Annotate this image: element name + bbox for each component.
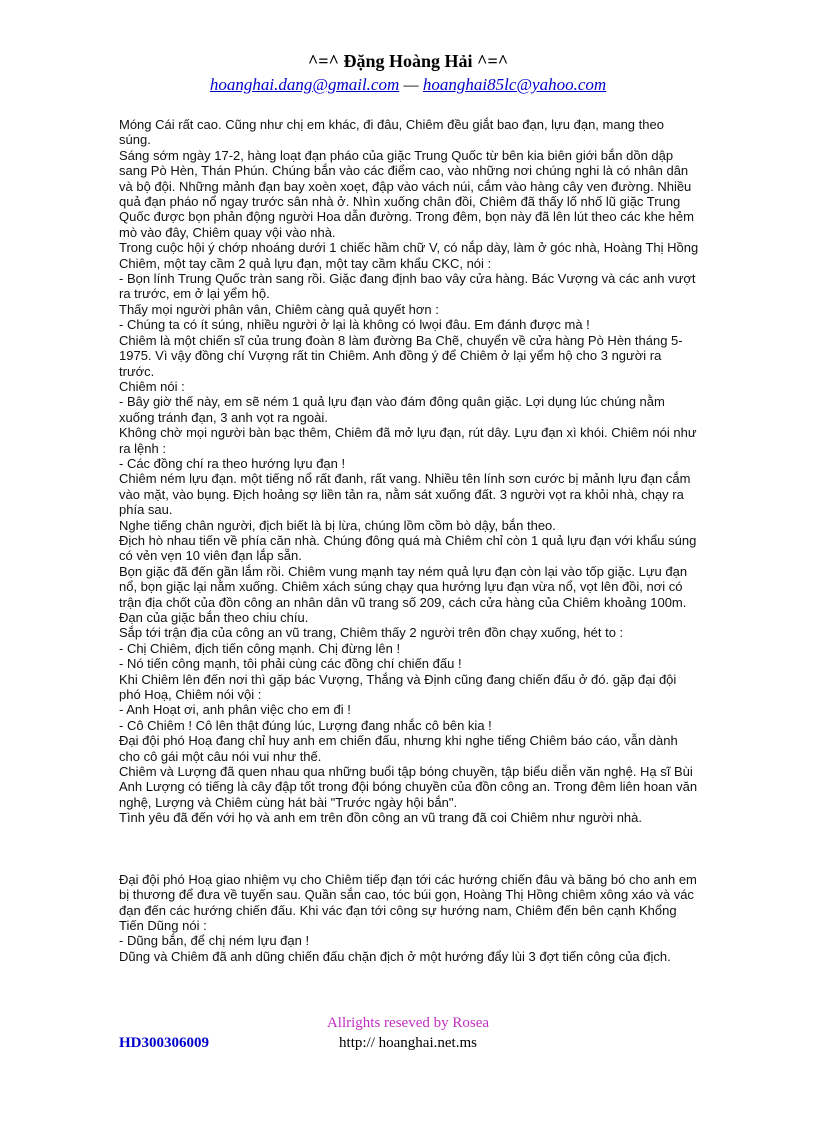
paragraph: - Chúng ta có ít súng, nhiều người ở lại là không có lwọi đâu. Em đánh được mà !	[119, 317, 590, 333]
author-title: ^=^ Đặng Hoàng Hải ^=^	[307, 51, 509, 71]
paragraph: Dũng và Chiêm đã anh dũng chiến đấu chặn địch ở một hướng đẩy lùi 3 đợt tiến công của địch.	[119, 948, 671, 964]
paragraph: Sáng sớm ngày 17-2, hàng loạt đạn pháo của giặc Trung Quốc từ bên kia biên giới bắn dồn dập sang Pò Hèn, Thán Phún. Chúng bắn vào các điểm cao, vào những nơi chúng nghi là có nhân dân và bộ đội. Những mảnh đạn bay xoèn xoẹt, đập vào vách núi, cắm vào hàng cây ven đường. Nhiều quả đạn pháo nổ ngay trước sân nhà ở. Nhìn xuống chân đồi, Chiêm đã thấy lố nhố lũ giặc Trung Quốc được bọn phản động người Hoa dẫn đường. Trong đêm, bọn này đã lên lút theo các khe hẻm mò vào đây, Chiêm quay vội vào nhà.	[119, 147, 694, 240]
paragraph: - Bọn lính Trung Quốc tràn sang rồi. Giặc đang định bao vây cửa hàng. Bác Vượng và các anh vượt ra trước, em ở lại yểm hộ.	[119, 271, 696, 302]
email-separator: —	[403, 75, 419, 94]
paragraph: Khi Chiêm lên đến nơi thì gặp bác Vượng, Thắng và Định cũng đang chiến đấu ở đó. gặp đại đội phó Hoạ, Chiêm nói vội :	[119, 671, 677, 703]
paragraph: Địch hò nhau tiến về phía căn nhà. Chúng đông quá mà Chiêm chỉ còn 1 quả lựu đạn với khẩu súng có vẻn vẹn 10 viên đạn lắp sẵn.	[119, 532, 697, 564]
paragraph: Tình yêu đã đến với họ và anh em trên đồn công an vũ trang đã coi Chiêm như người nhà.	[119, 810, 642, 826]
paragraph: Thấy mọi người phân vân, Chiêm càng quả quyết hơn :	[119, 301, 439, 317]
paragraph: Sắp tới trận địa của công an vũ trang, Chiêm thấy 2 người trên đồn chạy xuống, hét to :	[119, 625, 624, 641]
paragraph: Chiêm và Lượng đã quen nhau qua những buổi tập bóng chuyền, tập biểu diễn văn nghệ. Hạ sĩ Bùi Anh Lượng có tiếng là cây đập tốt trong đội bóng chuyền của đồn công an. Trong đêm liên hoan văn nghệ, Lượng và Chiêm cùng hát bài "Trước ngày hội bắn".	[119, 764, 698, 810]
paragraph: - Chị Chiêm, địch tiến công mạnh. Chị đừng lên !	[119, 640, 401, 656]
paragraph: Móng Cái rất cao. Cũng như chị em khác, đi đâu, Chiêm đều giắt bao đạn, lựu đạn, mang theo súng.	[119, 117, 664, 148]
paragraph: - Anh Hoạt ơi, anh phân việc cho em đi !	[119, 702, 351, 718]
paragraph: Chiêm là một chiến sĩ của trung đoàn 8 làm đường Ba Chẽ, chuyển về cửa hàng Pò Hèn tháng 5-1975. Vì vậy đồng chí Vượng rất tin Chiêm. Anh đồng ý để Chiêm ở lại yểm hộ cho 3 người ra trước.	[119, 332, 683, 379]
paragraph: - Cô Chiêm ! Cô lên thật đúng lúc, Lượng đang nhắc cô bên kia !	[119, 717, 492, 733]
paragraph: Chiêm nói :	[119, 378, 185, 394]
paragraph: Đại đội phó Hoạ giao nhiệm vụ cho Chiêm tiếp đạn tới các hướng chiến đâu và băng bó cho anh em bị thương để đưa về tuyến sau. Quần sắn cao, tóc búi gọn, Hoàng Thị Hồng chiêm xông xáo và vác đạn đến các hướng chiến đấu. Khi vác đạn tới công sự hướng nam, Chiêm đến bên cạnh Khổng Tiến Dũng nói :	[119, 871, 697, 933]
paragraph: Nghe tiếng chân người, địch biết là bị lừa, chúng lồm cồm bò dậy, bắn theo.	[119, 517, 556, 533]
paragraph: - Bây giờ thế này, em sẽ ném 1 quả lựu đạn vào đám đông quân giặc. Lợi dụng lúc chúng nằm xuống tránh đạn, 3 anh vọt ra ngoài.	[119, 394, 665, 425]
paragraph: Trong cuộc hội ý chớp nhoáng dưới 1 chiếc hầm chữ V, có nắp dày, làm ở góc nhà, Hoàng Thị Hồng Chiêm, một tay cầm 2 quả lựu đạn, một tay cầm khẩu CKC, nói :	[119, 240, 699, 271]
section-gap	[119, 826, 699, 872]
email-link-gmail[interactable]: hoanghai.dang@gmail.com	[209, 75, 400, 94]
article-body	[119, 117, 699, 964]
rights-notice: Allrights reseved by Rosea	[326, 1015, 490, 1031]
paragraph: Đại đội phó Hoạ đang chỉ huy anh em chiến đấu, nhưng khi nghe tiếng Chiêm báo cáo, vẫn dành cho cô gái một câu nói vui như thế.	[119, 733, 678, 764]
email-link-yahoo[interactable]: hoanghai85lc@yahoo.com	[422, 75, 607, 94]
paragraph: - Nó tiến công mạnh, tôi phải cùng các đồng chí chiến đấu !	[119, 656, 462, 672]
paragraph: Chiêm ném lựu đạn. một tiếng nổ rất đanh, rất vang. Nhiều tên lính sơn cước bị mảnh lựu đạn cắm vào mặt, vào bụng. Địch hoảng sợ liền tản ra, nằm sát xuống đất. 3 người vọt ra khỏi nhà, chạy ra phía sau.	[119, 471, 691, 518]
document-code: HD300306009	[119, 1035, 209, 1051]
contact-emails	[0, 74, 816, 96]
paragraph: Bọn giặc đã đến gần lắm rồi. Chiêm vung mạnh tay ném quả lựu đạn còn lại vào tốp giặc. Lựu đạn nổ, bọn giặc lại nằm xuống. Chiêm xách súng chạy qua hướng lựu đạn vừa nổ, vọt lên đồi, nơi có trận địa chốt của đồn công an nhân dân vũ trang số 209, cách cửa hàng của Chiêm khoảng 100m. Đạn của giặc bắn theo chiu chíu.	[119, 563, 688, 625]
paragraph: Không chờ mọi người bàn bạc thêm, Chiêm đã mở lựu đạn, rút dây. Lựu đạn xì khói. Chiêm nói như ra lệnh :	[119, 425, 697, 456]
paragraph: - Các đồng chí ra theo hướng lựu đạn !	[119, 455, 346, 471]
paragraph: - Dũng bắn, để chị ném lựu đạn !	[119, 933, 310, 949]
site-url[interactable]: http:// hoanghai.net.ms	[339, 1035, 477, 1051]
page-header	[0, 50, 816, 96]
